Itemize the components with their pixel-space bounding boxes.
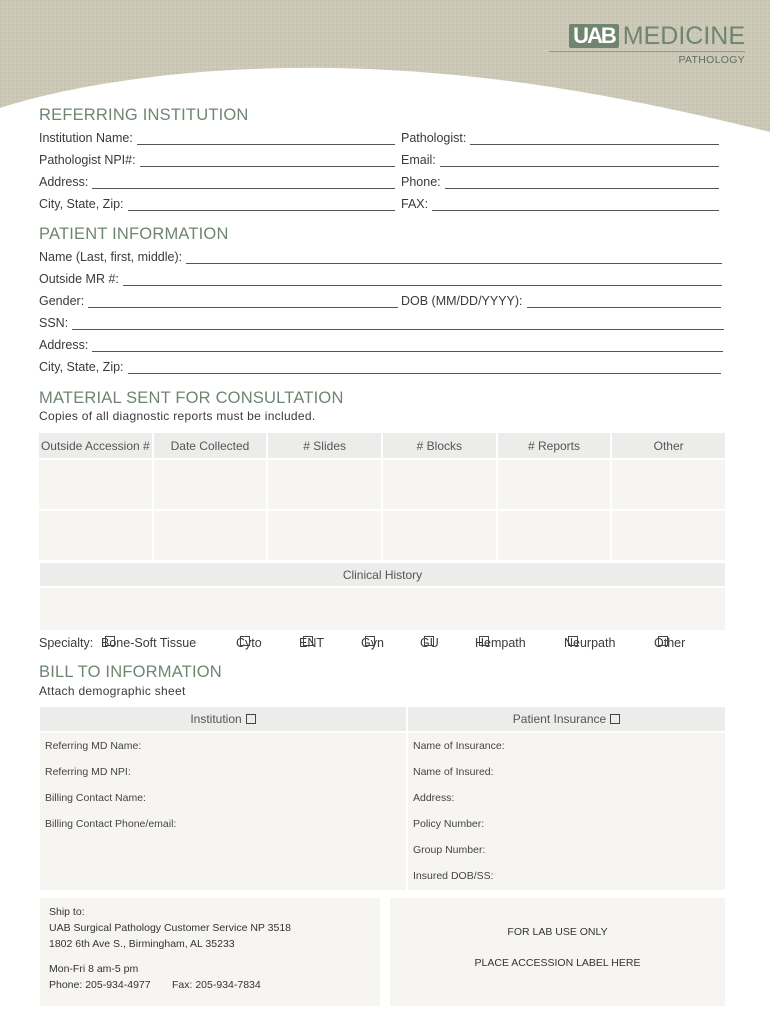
pathologist-npi-field[interactable]	[39, 151, 395, 167]
outside-mr-field[interactable]	[39, 270, 722, 286]
insured-name-label: Name of Insured:	[413, 766, 494, 778]
ship-phone: Phone: 205-934-4977	[49, 979, 151, 991]
billing-contact-name-label: Billing Contact Name:	[45, 792, 146, 804]
table-cell[interactable]	[39, 511, 152, 560]
field-label: FAX:	[401, 197, 429, 211]
column-header: # Blocks	[383, 433, 496, 458]
ship-hours: Mon-Fri 8 am-5 pm	[49, 963, 139, 975]
ship-to-box	[40, 898, 380, 1006]
insurance-address-label: Address:	[413, 792, 455, 804]
ship-fax: Fax: 205-934-7834	[172, 979, 261, 991]
field-label: Pathologist NPI#:	[39, 153, 136, 167]
patient-name-field[interactable]	[39, 248, 722, 264]
table-cell[interactable]	[612, 460, 725, 509]
specialty-row: Specialty: Bone-Soft Tissue Cyto ENT Gyn GU Hempath Neurpath Other	[39, 636, 686, 650]
column-header: Outside Accession #	[39, 433, 152, 458]
city-state-zip-field[interactable]	[39, 195, 395, 211]
field-label: Phone:	[401, 175, 441, 189]
logo-mark: UAB	[569, 24, 619, 48]
table-cell[interactable]	[498, 460, 611, 509]
patient-address-field[interactable]	[39, 336, 723, 352]
checkbox-icon[interactable]	[303, 636, 313, 646]
pathologist-field[interactable]	[401, 129, 719, 145]
accession-label-note: PLACE ACCESSION LABEL HERE	[474, 957, 641, 969]
policy-number-label: Policy Number:	[413, 818, 485, 830]
column-header: Other	[612, 433, 725, 458]
table-cell[interactable]	[268, 460, 381, 509]
table-cell[interactable]	[154, 511, 267, 560]
billing-contact-phone-label: Billing Contact Phone/email:	[45, 818, 177, 830]
checkbox-icon[interactable]	[240, 636, 250, 646]
referring-md-name-label: Referring MD Name:	[45, 740, 142, 752]
lab-use-box	[390, 898, 725, 1006]
table-cell[interactable]	[612, 511, 725, 560]
field-label: SSN:	[39, 316, 69, 330]
insurance-name-label: Name of Insurance:	[413, 740, 505, 752]
uab-medicine-logo	[549, 24, 745, 66]
dob-field[interactable]	[401, 292, 721, 308]
referring-md-npi-label: Referring MD NPI:	[45, 766, 131, 778]
checkbox-icon[interactable]	[610, 714, 620, 724]
group-number-label: Group Number:	[413, 844, 486, 856]
field-label: Pathologist:	[401, 131, 467, 145]
email-field[interactable]	[401, 151, 719, 167]
address-field[interactable]	[39, 173, 395, 189]
institution-option[interactable]: Institution	[40, 707, 406, 731]
checkbox-icon[interactable]	[658, 636, 668, 646]
field-label: Outside MR #:	[39, 272, 119, 286]
checkbox-icon[interactable]	[246, 714, 256, 724]
ship-to-line1: UAB Surgical Pathology Customer Service NP 3518	[49, 922, 292, 934]
insured-dob-ss-label: Insured DOB/SS:	[413, 870, 494, 882]
field-label: Institution Name:	[39, 131, 133, 145]
table-cell[interactable]	[383, 460, 496, 509]
field-label: Address:	[39, 338, 89, 352]
logo-word: MEDICINE	[622, 22, 745, 50]
column-header: Date Collected	[154, 433, 267, 458]
checkbox-icon[interactable]	[479, 636, 489, 646]
clinical-history-header: Clinical History	[40, 563, 725, 586]
material-sent-title: MATERIAL SENT FOR CONSULTATION	[39, 389, 344, 407]
lab-use-only: FOR LAB USE ONLY	[507, 926, 608, 938]
table-cell[interactable]	[154, 460, 267, 509]
bill-to-title: BILL TO INFORMATION	[39, 663, 222, 681]
checkbox-icon[interactable]	[365, 636, 375, 646]
patient-city-state-zip-field[interactable]	[39, 358, 721, 374]
field-label: Gender:	[39, 294, 85, 308]
table-cell[interactable]	[498, 511, 611, 560]
field-label: Name (Last, first, middle):	[39, 250, 183, 264]
field-label: Address:	[39, 175, 89, 189]
institution-name-field[interactable]	[39, 129, 395, 145]
ssn-field[interactable]	[39, 314, 724, 330]
fax-field[interactable]	[401, 195, 719, 211]
material-note: Copies of all diagnostic reports must be included.	[39, 409, 316, 423]
field-label: DOB (MM/DD/YYYY):	[401, 294, 523, 308]
institution-billing-box[interactable]	[40, 733, 406, 890]
table-cell[interactable]	[268, 511, 381, 560]
ship-to-label: Ship to:	[49, 906, 85, 918]
checkbox-icon[interactable]	[105, 636, 115, 646]
logo-subtitle: PATHOLOGY	[678, 54, 745, 66]
clinical-history-box[interactable]	[40, 588, 725, 630]
gender-field[interactable]	[39, 292, 398, 308]
table-cell[interactable]	[39, 460, 152, 509]
field-label: City, State, Zip:	[39, 360, 124, 374]
logo-rule	[549, 51, 745, 52]
material-table	[39, 433, 725, 560]
insurance-billing-box[interactable]	[408, 733, 725, 890]
ship-to-line2: 1802 6th Ave S., Birmingham, AL 35233	[49, 938, 235, 950]
field-label: Email:	[401, 153, 436, 167]
table-cell[interactable]	[383, 511, 496, 560]
checkbox-icon[interactable]	[424, 636, 434, 646]
checkbox-icon[interactable]	[568, 636, 578, 646]
referring-institution-title: REFERRING INSTITUTION	[39, 106, 249, 124]
field-label: City, State, Zip:	[39, 197, 124, 211]
bill-note: Attach demographic sheet	[39, 684, 186, 698]
patient-information-title: PATIENT INFORMATION	[39, 225, 229, 243]
phone-field[interactable]	[401, 173, 719, 189]
specialty-label: Specialty:	[39, 636, 94, 650]
column-header: # Slides	[268, 433, 381, 458]
patient-insurance-option[interactable]: Patient Insurance	[408, 707, 725, 731]
column-header: # Reports	[498, 433, 611, 458]
